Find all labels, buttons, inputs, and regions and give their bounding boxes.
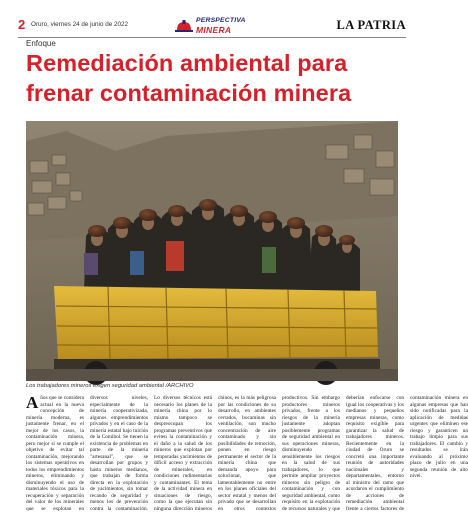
article-photo: [26, 121, 398, 381]
header-divider: [18, 37, 406, 38]
section-kicker: Enfoque: [26, 39, 56, 48]
body-paragraph: [26, 395, 468, 517]
masthead: [18, 16, 406, 36]
section-logo: [175, 17, 253, 35]
body-copy: ños que se considera actual en la nueva concepción de minería moderna, es justamente frenar, en el mejor de los casos, la contaminación minera, pero mejor si se cumple el objetivo de evitar tal contaminación, mejorando los sistemas operativos en todos los emprendimientos mineros, eliminando y disminuyendo el uso de materiales tóxicos para la recuperación y separación del valor de los minerales que se explotan en diversos niveles, especialmente de la minería cooperativizada, algunos emprendimientos privados y en el caso de la minería estatal bajo tuición de la Comibol. Se tienen la existencia de problemas en parte de la minería "artesanal", que se desarrollan por grupos y hasta mineros medianos, que trabajan de forma directa en la explotación de yacimientos, sin tomar recaudo de seguridad y menos los de prevención contra la contaminación. Lo diversos técnicos está necesario los planes de la minería china por lo mismo tampoco se despreocupan los programas preventivos que eviten la contaminación y el daño a la salud de los mineros que explotan por temporadas yacimientos de difícil acceso y extracción de minerales, en condiciones rudimentarias y contaminantes. El tema de la actividad minera en situaciones de riesgo, como la que ejecutan sin ninguna dirección mineros chinos, es la más peligrosa por las condiciones de su desarrollo, en ambientes cerrados, bocaminas sin ventilación, son mucho concentración de aire contaminado y sin posibilidades de remoción, ponen en riesgo permanente el sector de la minería china que demanda apoyo para solucionar, que lamentablemente no entre en los planes oficiales del sector estatal y menos del privado que se desarrollan en otros contextos productivos. Sin embargo productores mineros privados, frente a los riesgos de la minería justamente adoptan posiblemente programas de seguridad ambiental en sus operaciones mineras, disminuyendo sensiblemente los riesgos en la salud de sus trabajadores, lo que permite ampliar proyectos mineros sin peligro de contaminación y con seguridad ambiental, como requisito en la explotación de recursos naturales y que deberían enfocarse con igual los cooperativas y los medianos y pequeños empresas mineras, como requisito exigible para garantizar la salud de trabajadores mineros. Recientemente en la ciudad de Oruro se concretó una importante reunión de autoridades nacionales y departamentales, entorno al ministro del ramo que acordaron el cumplimiento de acciones de remediación ambiental frente a ciertos factores de contaminación minera en algunas empresas que han sido notificadas para la aplicación de medidas urgentes que eliminen ese riesgo y garanticen un trabajo limpio para sus trabajadores. El cambio y resultados se irán evaluando al próximo plazo de julio en una segunda reunión de alto nivel.: [26, 395, 468, 512]
issue-date: Oruro, viernes 24 de junio de 2022: [31, 21, 128, 28]
newspaper-name: LA PATRIA: [336, 18, 406, 32]
photo-caption: Los trabajadores mineros exigen seguridad ambiental /ARCHIVO: [26, 383, 194, 389]
helmet-icon: [175, 19, 193, 33]
page-number: 2: [18, 17, 26, 32]
article-headline: Remediación ambiental para frenar contaminación minera: [26, 50, 352, 106]
article-body: [26, 393, 468, 517]
section-logo-line1: PERSPECTIVA: [196, 17, 246, 24]
section-logo-line2: MINERA: [196, 25, 232, 35]
drop-cap: A: [26, 393, 39, 412]
